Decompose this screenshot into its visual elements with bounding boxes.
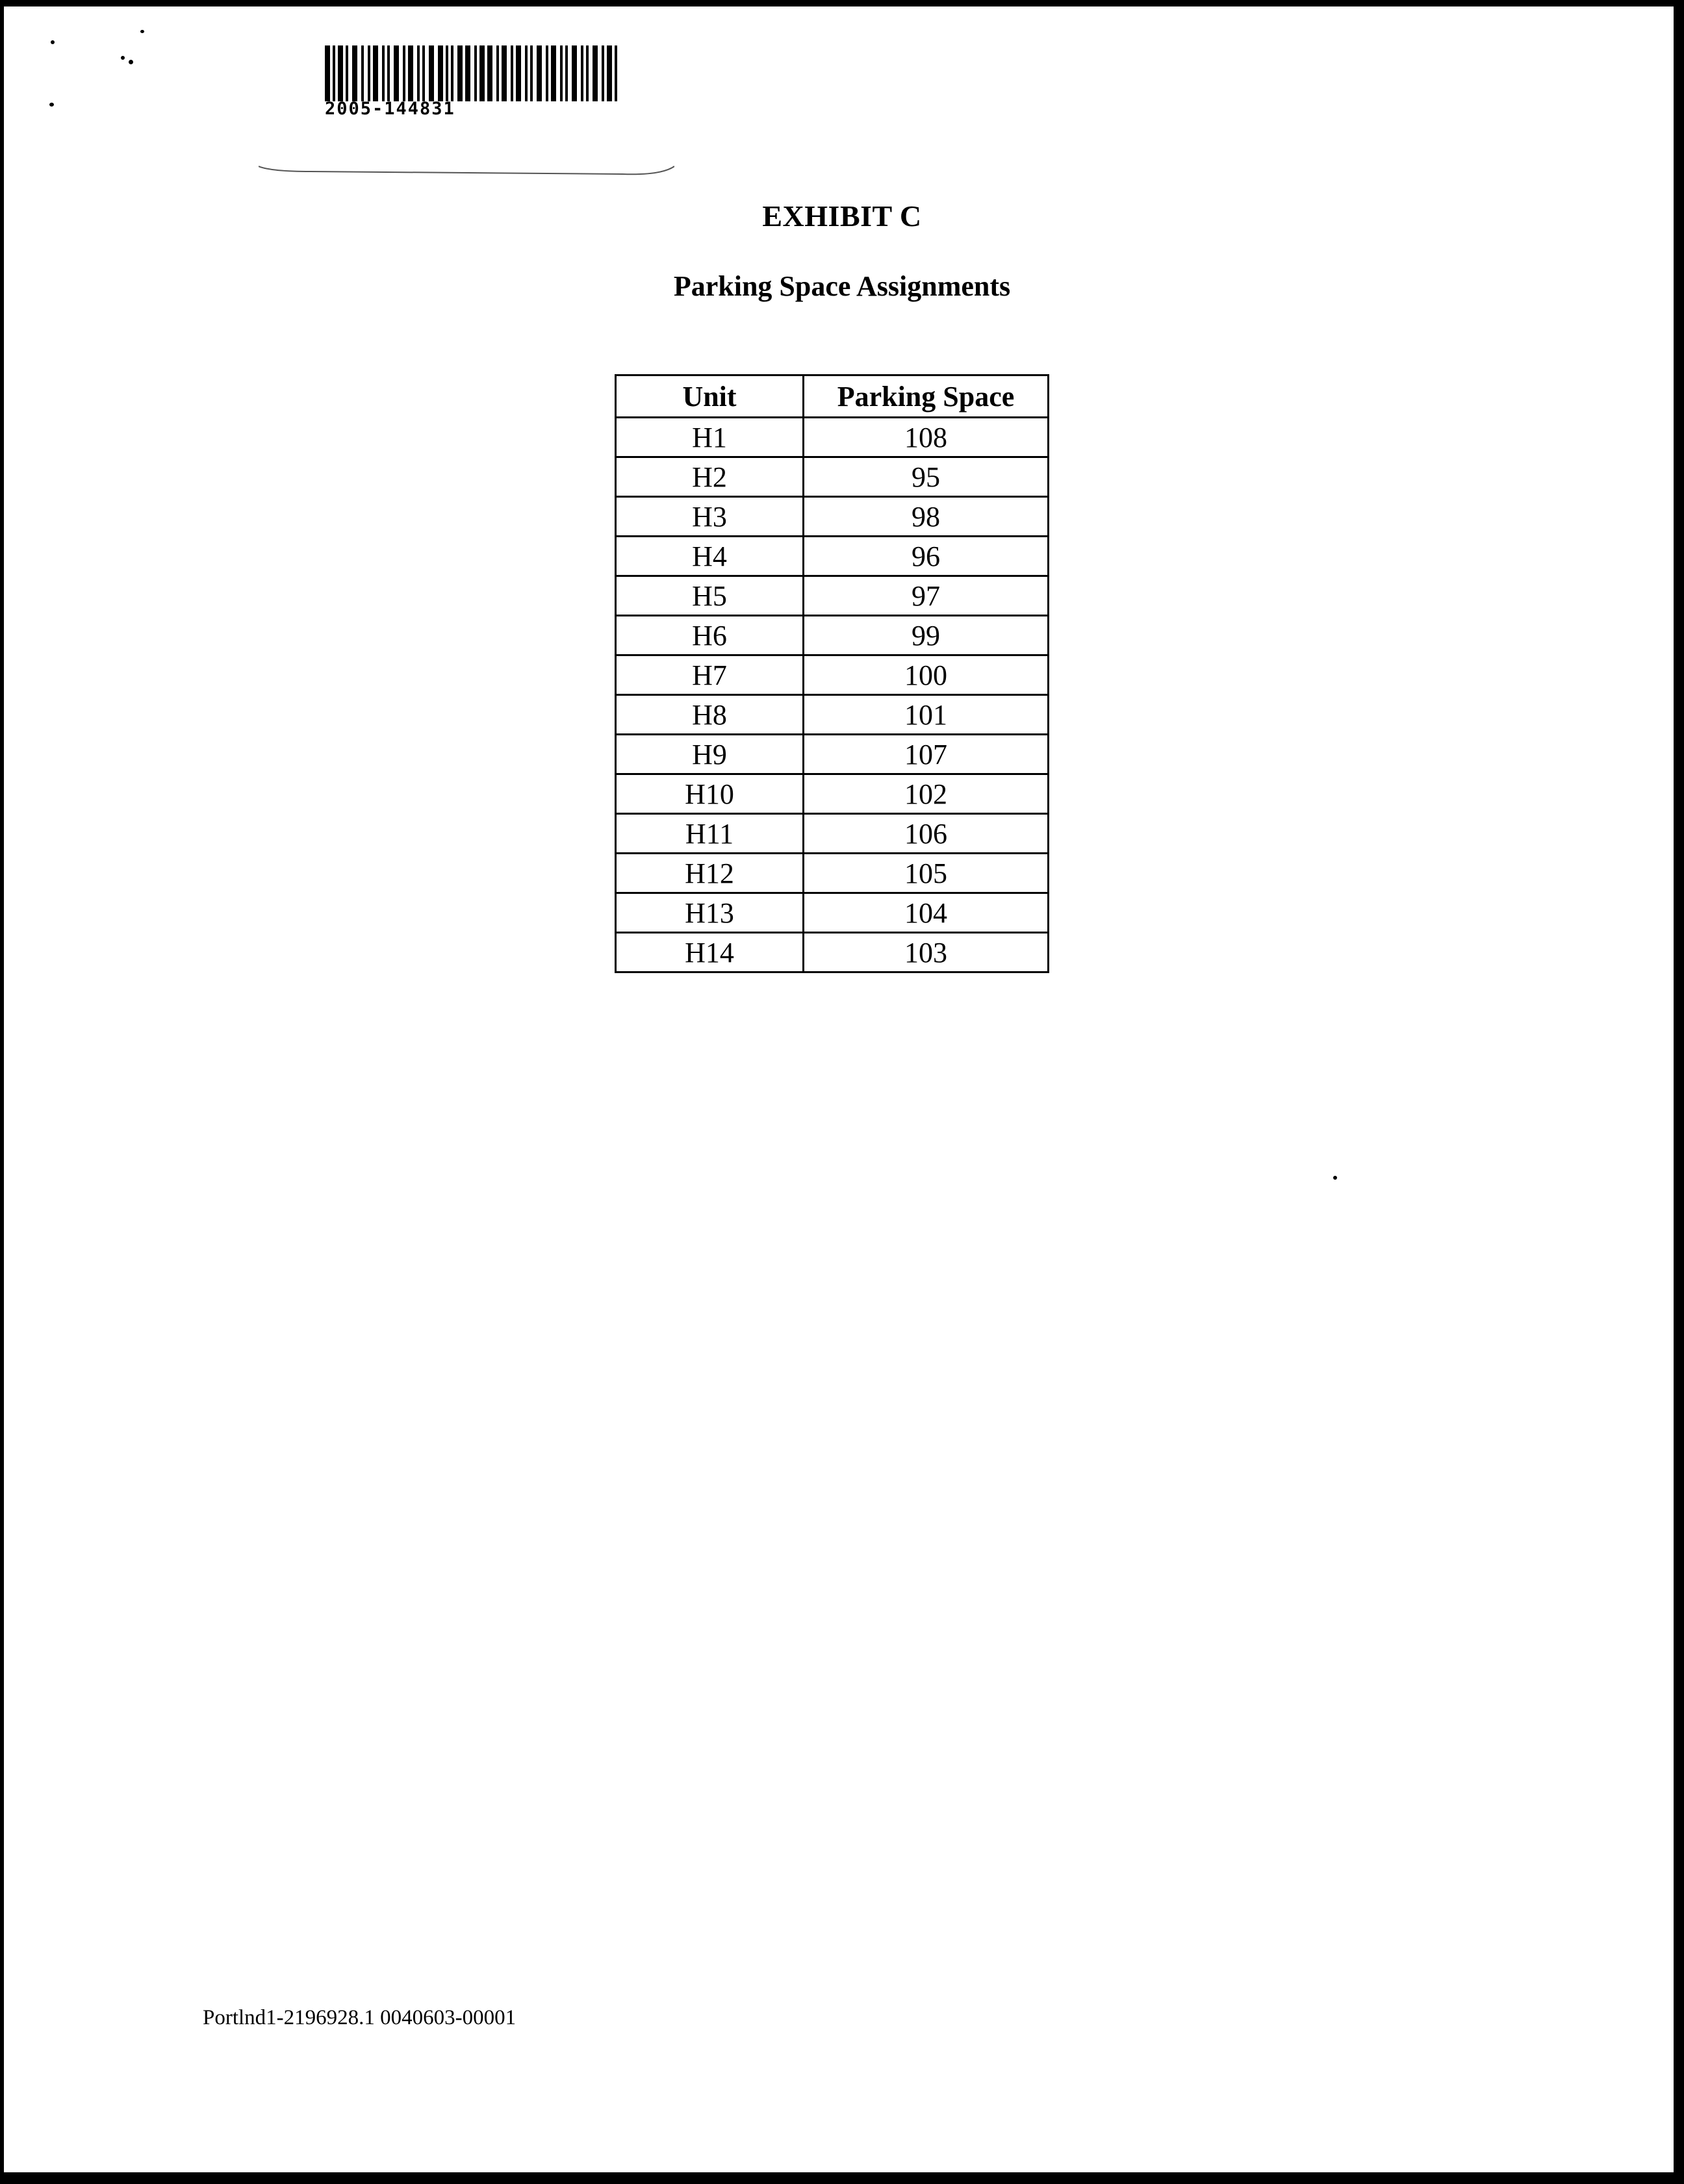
table-row	[616, 457, 1049, 497]
unit-cell: H13	[616, 893, 804, 933]
exhibit-title-text: EXHIBIT C	[762, 199, 922, 233]
unit-cell: H11	[616, 814, 804, 854]
table-header-row	[616, 375, 1049, 418]
unit-cell: H4	[616, 537, 804, 576]
unit-cell: H6	[616, 616, 804, 655]
parking-assignment-table	[615, 374, 1049, 973]
parking-space-cell: 105	[804, 854, 1049, 893]
parking-space-cell: 104	[804, 893, 1049, 933]
unit-cell: H2	[616, 457, 804, 497]
unit-cell: H9	[616, 735, 804, 774]
table-row	[616, 655, 1049, 695]
unit-cell: H7	[616, 655, 804, 695]
parking-space-cell: 102	[804, 774, 1049, 814]
unit-column-header: Unit	[616, 375, 804, 418]
unit-cell: H3	[616, 497, 804, 537]
table-row	[616, 774, 1049, 814]
table-row	[616, 497, 1049, 537]
unit-cell: H10	[616, 774, 804, 814]
table-row	[616, 695, 1049, 735]
table-row	[616, 418, 1049, 457]
unit-cell: H5	[616, 576, 804, 616]
unit-cell: H14	[616, 933, 804, 972]
parking-space-cell: 95	[804, 457, 1049, 497]
table-row	[616, 735, 1049, 774]
table-row	[616, 576, 1049, 616]
parking-space-cell: 103	[804, 933, 1049, 972]
table-row	[616, 537, 1049, 576]
parking-space-cell: 108	[804, 418, 1049, 457]
parking-space-column-header: Parking Space	[804, 375, 1049, 418]
table-row	[616, 616, 1049, 655]
parking-space-cell: 97	[804, 576, 1049, 616]
parking-space-cell: 99	[804, 616, 1049, 655]
unit-cell: H12	[616, 854, 804, 893]
exhibit-title	[0, 199, 1684, 233]
unit-cell: H8	[616, 695, 804, 735]
parking-space-cell: 101	[804, 695, 1049, 735]
table-row	[616, 893, 1049, 933]
parking-space-cell: 96	[804, 537, 1049, 576]
parking-space-cell: 98	[804, 497, 1049, 537]
parking-space-cell: 107	[804, 735, 1049, 774]
parking-space-cell: 100	[804, 655, 1049, 695]
table-row	[616, 814, 1049, 854]
signature-line	[259, 165, 674, 187]
subtitle-text: Parking Space Assignments	[673, 270, 1011, 302]
page-subtitle	[0, 270, 1684, 303]
table-row	[616, 854, 1049, 893]
barcode-image	[325, 45, 617, 101]
barcode-number: 2005-144831	[325, 99, 455, 119]
parking-space-cell: 106	[804, 814, 1049, 854]
document-reference: Portlnd1-2196928.1 0040603-00001	[203, 2006, 517, 2029]
unit-cell: H1	[616, 418, 804, 457]
table-row	[616, 933, 1049, 972]
